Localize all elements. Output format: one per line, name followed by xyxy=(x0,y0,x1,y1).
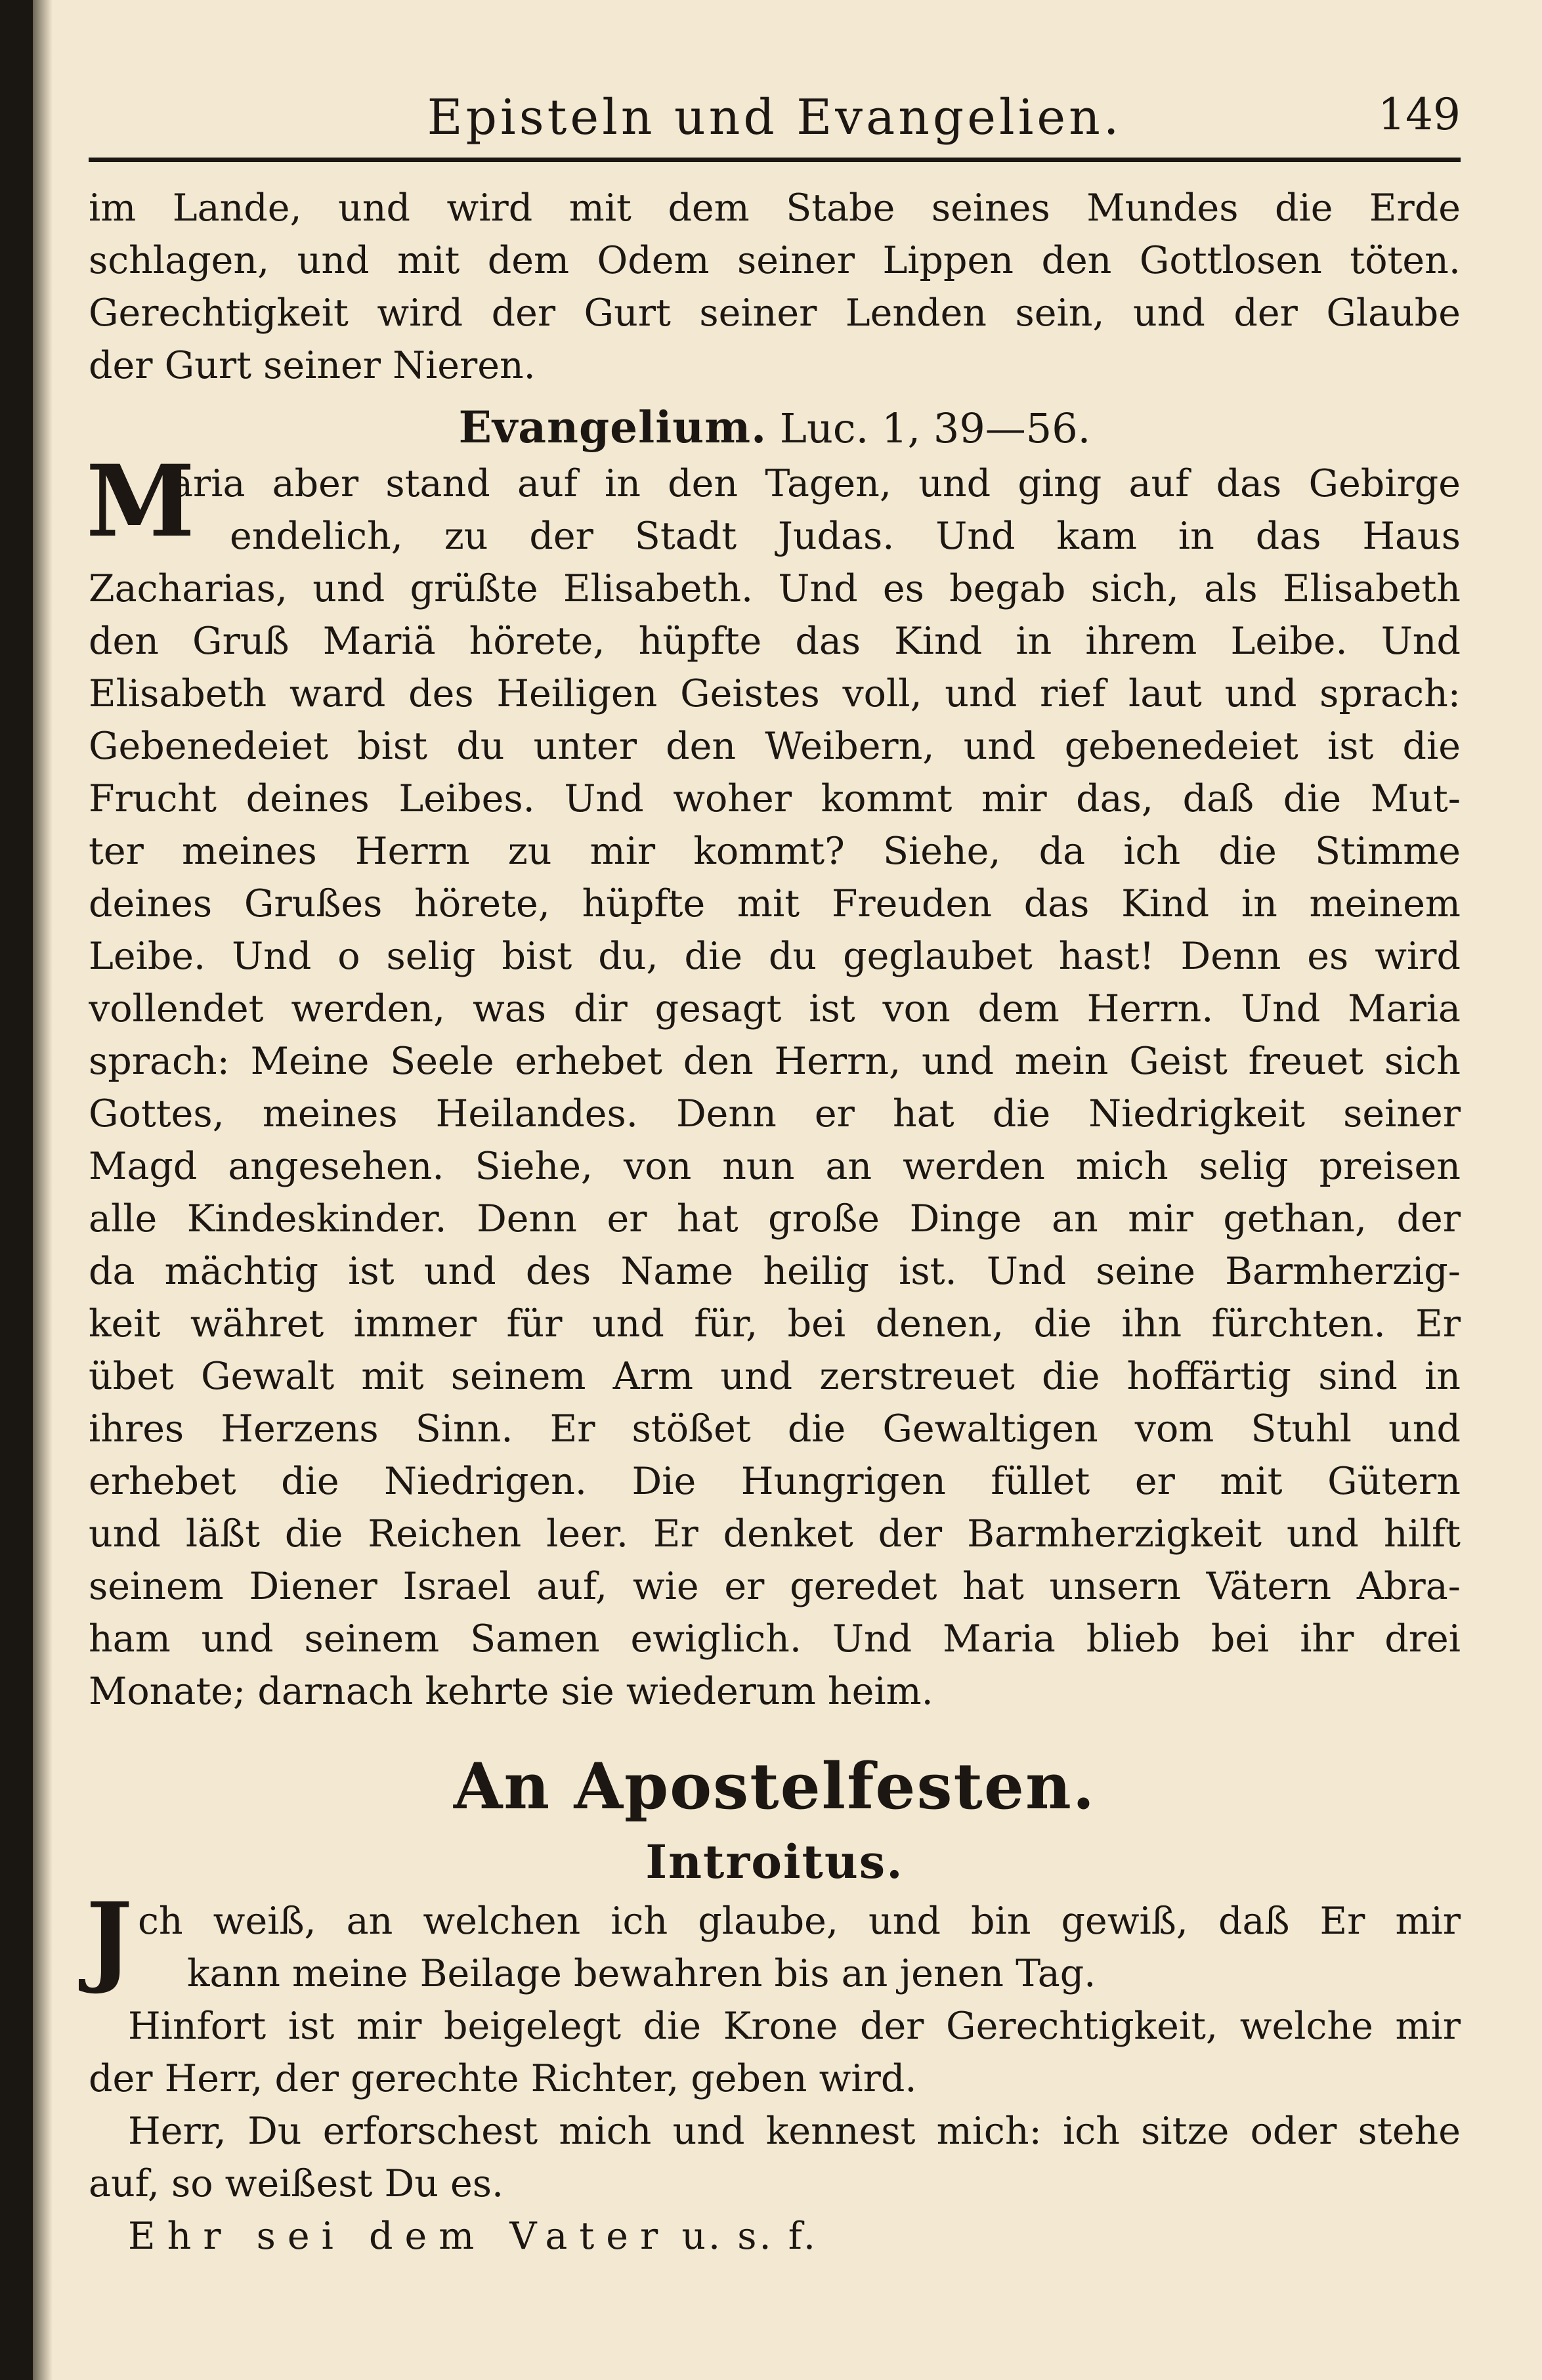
text-line: Elisabeth ward des Heiligen Geistes voll, und rief laut und sprach: xyxy=(89,672,1461,715)
introit-verse-1 xyxy=(89,2000,1461,2105)
introit-heading: Introitus. xyxy=(645,1835,904,1889)
gospel-title: Evangelium. xyxy=(458,402,767,453)
text-line: Monate; darnach kehrte sie wiederum heim. xyxy=(89,1670,933,1713)
text-line: Leibe. Und o selig bist du, die du geglaubet hast! Denn es wird xyxy=(89,935,1461,978)
text-line: der Gurt seiner Nieren. xyxy=(89,344,536,387)
text-line: übet Gewalt mit seinem Arm und zerstreuet die hoffärtig sind in xyxy=(89,1355,1461,1398)
text-line: seinem Diener Israel auf, wie er geredet hat unsern Vätern Abra- xyxy=(89,1565,1461,1608)
binding-shadow xyxy=(33,0,53,2380)
text-line: da mächtig ist und des Name heilig ist. Und seine Barmherzig- xyxy=(89,1250,1461,1293)
text-line: der Herr, der gerechte Richter, geben wird. xyxy=(89,2057,917,2100)
introit-text xyxy=(86,1881,1461,2000)
book-binding-edge xyxy=(0,0,33,2380)
text-line: den Gruß Mariä hörete, hüpfte das Kind in ihrem Leibe. Und xyxy=(89,620,1461,663)
text-line: und läßt die Reichen leer. Er denket der Barmherzigkeit und hilft xyxy=(89,1512,1461,1556)
text-line: endelich, zu der Stadt Judas. Und kam in das Haus xyxy=(230,515,1461,558)
text-line: ter meines Herrn zu mir kommt? Siehe, da ich die Stimme xyxy=(89,830,1461,873)
text-line: Magd angesehen. Siehe, von nun an werden mich selig preisen xyxy=(89,1145,1461,1188)
introit-verse-2 xyxy=(89,2105,1461,2210)
text-line: ihres Herzens Sinn. Er stößet die Gewaltigen vom Stuhl und xyxy=(89,1407,1461,1451)
gloria-text: Ehr sei dem Vater xyxy=(128,2215,670,2258)
gospel-text xyxy=(86,444,1461,1718)
text-line: kann meine Beilage bewahren bis an jenen Tag. xyxy=(187,1952,1096,1995)
gloria-patri xyxy=(89,2210,1461,2263)
text-line: deines Grußes hörete, hüpfte mit Freuden das Kind in meinem xyxy=(89,882,1461,925)
text-line: ham und seinem Samen ewiglich. Und Maria blieb bei ihr drei xyxy=(89,1617,1461,1661)
section-title: An Apostelfesten. xyxy=(453,1749,1096,1823)
running-title: Episteln und Evangelien. xyxy=(427,89,1123,146)
text-line: im Lande, und wird mit dem Stabe seines Mundes die Erde xyxy=(89,186,1461,230)
text-line: Zacharias, und grüßte Elisabeth. Und es begab sich, als Elisabeth xyxy=(89,567,1461,610)
header-rule xyxy=(89,158,1461,162)
text-line: ch weiß, an welchen ich glaube, und bin gewiß, daß Er mir xyxy=(138,1900,1461,1943)
text-line: aria aber stand auf in den Tagen, und ging auf das Gebirge xyxy=(171,462,1461,505)
gloria-etc: u. s. f. xyxy=(681,2215,818,2258)
gospel-heading xyxy=(89,397,1461,457)
drop-cap: J xyxy=(86,1881,133,1997)
text-line: auf, so weißest Du es. xyxy=(89,2162,504,2205)
epistle-continuation xyxy=(89,182,1461,392)
text-line: vollendet werden, was dir gesagt ist von dem Herrn. Und Maria xyxy=(89,987,1461,1031)
text-line: sprach: Meine Seele erhebet den Herrn, und mein Geist freuet sich xyxy=(89,1040,1461,1083)
page-header xyxy=(89,85,1461,151)
text-line: erhebet die Niedrigen. Die Hungrigen füllet er mit Gütern xyxy=(89,1460,1461,1503)
text-line: Gottes, meines Heilandes. Denn er hat die Niedrigkeit seiner xyxy=(89,1092,1461,1136)
text-line: Gebenedeiet bist du unter den Weibern, und gebenedeiet ist die xyxy=(89,725,1461,768)
text-line: Herr, Du erforschest mich und kennest mich: ich sitze oder stehe xyxy=(128,2110,1461,2153)
text-line: schlagen, und mit dem Odem seiner Lippen den Gottlosen töten. xyxy=(89,239,1461,282)
gospel-reference: Luc. 1, 39—56. xyxy=(779,404,1091,452)
text-line: alle Kindeskinder. Denn er hat große Dinge an mir gethan, der xyxy=(89,1197,1461,1241)
text-line: Frucht deines Leibes. Und woher kommt mir das, daß die Mut- xyxy=(89,777,1461,820)
book-page xyxy=(86,85,1461,2263)
page-number: 149 xyxy=(1378,89,1461,140)
text-line: Hinfort ist mir beigelegt die Krone der Gerechtigkeit, welche mir xyxy=(128,2005,1461,2048)
drop-cap: M xyxy=(86,444,196,559)
text-line: Gerechtigkeit wird der Gurt seiner Lenden sein, und der Glaube xyxy=(89,291,1461,335)
text-line: keit währet immer für und für, bei denen, die ihn fürchten. Er xyxy=(89,1302,1461,1346)
